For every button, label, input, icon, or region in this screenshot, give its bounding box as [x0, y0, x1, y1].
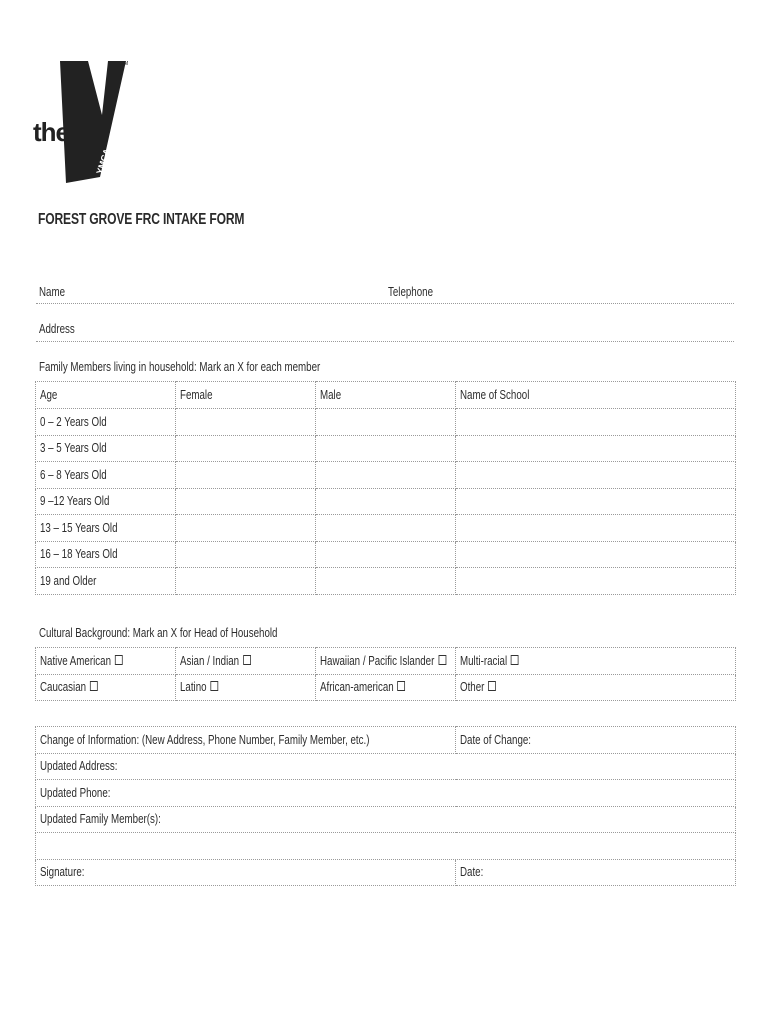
option-other[interactable]: Other — [456, 674, 736, 701]
address-label: Address — [39, 322, 75, 336]
option-latino[interactable]: Latino — [176, 674, 316, 701]
male-cell[interactable] — [316, 462, 456, 489]
table-row — [36, 806, 736, 833]
option-native-american[interactable]: Native American — [36, 648, 176, 675]
checkbox[interactable] — [511, 655, 519, 665]
male-cell[interactable] — [316, 409, 456, 436]
age-cell: 9 –12 Years Old — [36, 488, 176, 515]
option-multi-racial[interactable]: Multi-racial — [456, 648, 736, 675]
school-cell[interactable] — [456, 568, 736, 595]
cultural-background-table — [35, 647, 736, 701]
option-hawaiian-pacific-islander[interactable]: Hawaiian / Pacific Islander — [316, 648, 456, 675]
checkbox[interactable] — [243, 655, 251, 665]
female-cell[interactable] — [176, 488, 316, 515]
table-row — [36, 515, 736, 542]
checkbox[interactable] — [115, 655, 123, 665]
form-title: FOREST GROVE FRC INTAKE FORM — [38, 211, 245, 228]
checkbox[interactable] — [488, 681, 496, 691]
header-age: Age — [36, 382, 176, 409]
male-cell[interactable] — [316, 541, 456, 568]
logo-ymca-text: YMCA — [94, 147, 113, 176]
female-cell[interactable] — [176, 541, 316, 568]
option-caucasian[interactable]: Caucasian — [36, 674, 176, 701]
female-cell[interactable] — [176, 409, 316, 436]
age-cell: 6 – 8 Years Old — [36, 462, 176, 489]
table-row — [36, 674, 736, 701]
table-row — [36, 859, 736, 886]
school-cell[interactable] — [456, 541, 736, 568]
family-instruction: Family Members living in household: Mark an X for each member — [39, 360, 321, 374]
header-female: Female — [176, 382, 316, 409]
table-row — [36, 488, 736, 515]
male-cell[interactable] — [316, 515, 456, 542]
table-row — [36, 435, 736, 462]
cultural-instruction: Cultural Background: Mark an X for Head of Household — [39, 626, 278, 640]
age-cell: 0 – 2 Years Old — [36, 409, 176, 436]
checkbox[interactable] — [210, 681, 218, 691]
male-cell[interactable] — [316, 568, 456, 595]
date-field[interactable]: Date: — [456, 859, 736, 886]
table-row — [36, 833, 736, 860]
signature-field[interactable]: Signature: — [36, 859, 456, 886]
updated-phone-field[interactable]: Updated Phone: — [36, 780, 736, 807]
table-row — [36, 409, 736, 436]
age-cell: 16 – 18 Years Old — [36, 541, 176, 568]
female-cell[interactable] — [176, 435, 316, 462]
age-cell: 3 – 5 Years Old — [36, 435, 176, 462]
header-male: Male — [316, 382, 456, 409]
table-row — [36, 727, 736, 754]
logo-tm: TM — [121, 61, 129, 67]
option-african-american[interactable]: African-american — [316, 674, 456, 701]
change-of-information-table — [35, 726, 736, 886]
date-of-change-field[interactable]: Date of Change: — [456, 727, 736, 754]
school-cell[interactable] — [456, 462, 736, 489]
name-telephone-line — [36, 303, 734, 304]
male-cell[interactable] — [316, 488, 456, 515]
age-cell: 13 – 15 Years Old — [36, 515, 176, 542]
name-label: Name — [39, 285, 66, 299]
table-row — [36, 541, 736, 568]
updated-address-field[interactable]: Updated Address: — [36, 753, 736, 780]
school-cell[interactable] — [456, 515, 736, 542]
checkbox[interactable] — [438, 655, 446, 665]
table-row — [36, 648, 736, 675]
male-cell[interactable] — [316, 435, 456, 462]
telephone-label: Telephone — [388, 285, 434, 299]
address-line — [36, 341, 734, 342]
female-cell[interactable] — [176, 462, 316, 489]
checkbox[interactable] — [398, 681, 406, 691]
header-name-of-school: Name of School — [456, 382, 736, 409]
updated-family-field[interactable]: Updated Family Member(s): — [36, 806, 736, 833]
ymca-logo — [30, 55, 140, 185]
age-cell: 19 and Older — [36, 568, 176, 595]
family-members-table — [35, 381, 736, 595]
table-row — [36, 780, 736, 807]
checkbox[interactable] — [90, 681, 98, 691]
school-cell[interactable] — [456, 488, 736, 515]
female-cell[interactable] — [176, 515, 316, 542]
female-cell[interactable] — [176, 568, 316, 595]
school-cell[interactable] — [456, 435, 736, 462]
change-header: Change of Information: (New Address, Phone Number, Family Member, etc.) — [36, 727, 456, 754]
y-shape — [60, 61, 129, 183]
table-row — [36, 753, 736, 780]
table-row — [36, 462, 736, 489]
option-asian-indian[interactable]: Asian / Indian — [176, 648, 316, 675]
table-row — [36, 568, 736, 595]
school-cell[interactable] — [456, 409, 736, 436]
table-header-row — [36, 382, 736, 409]
blank-field[interactable] — [36, 833, 736, 860]
logo-wordmark: the — [33, 117, 69, 147]
